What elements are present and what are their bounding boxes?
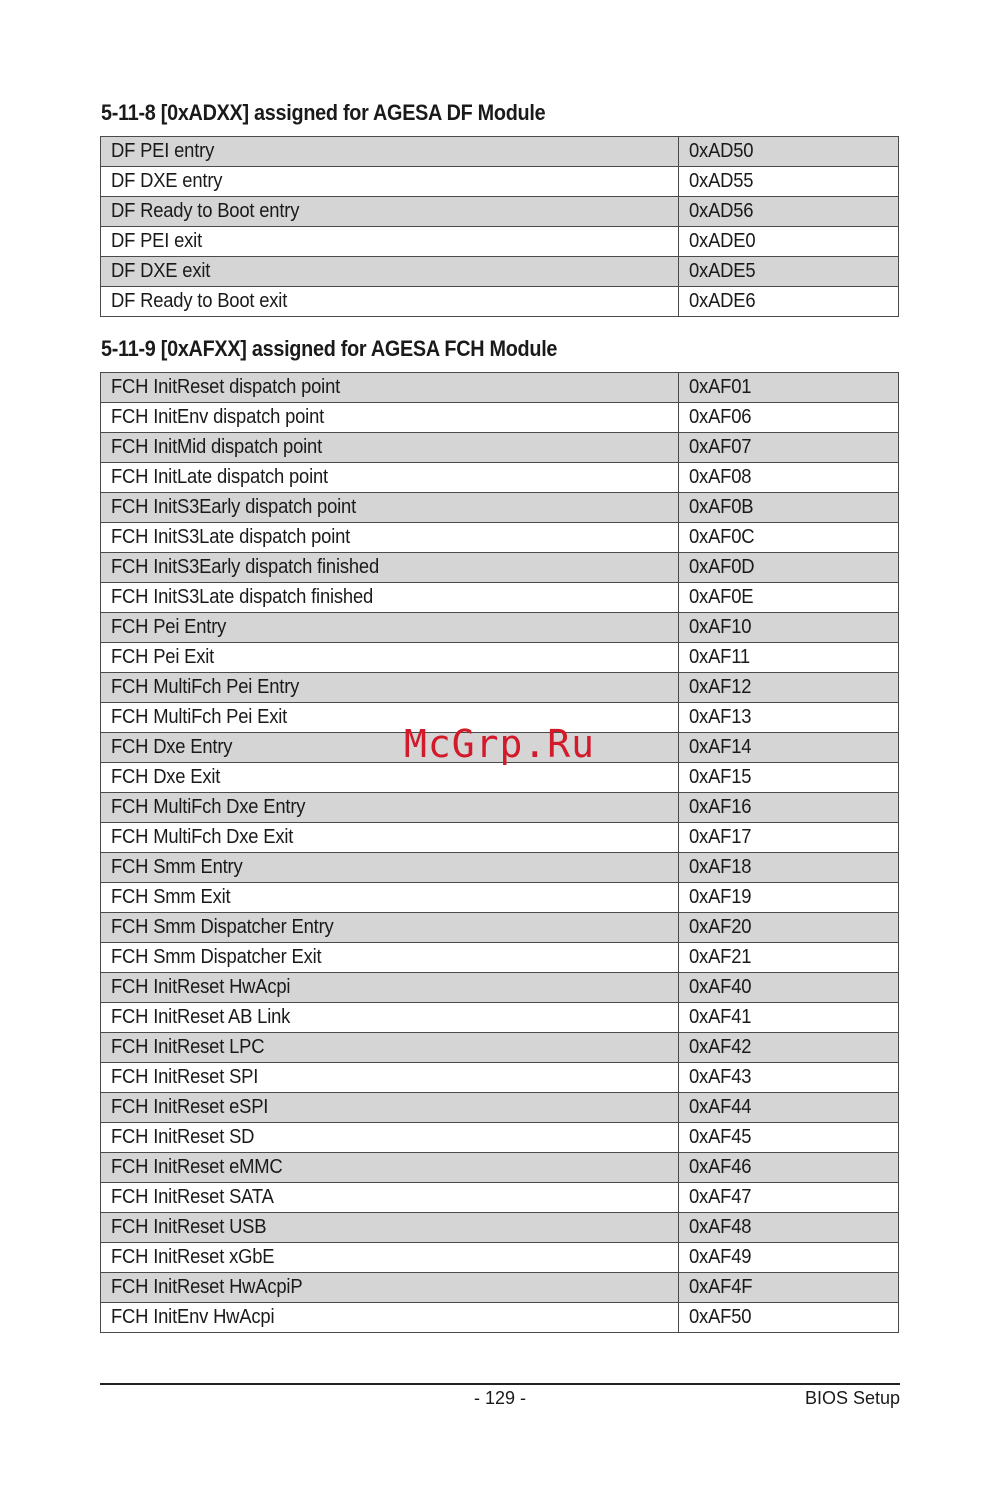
table-row [101,1093,899,1123]
post-code: 0xAD50 [689,140,754,162]
checkpoint-name: FCH Smm Dispatcher Entry [111,916,334,938]
post-code: 0xAF19 [689,886,752,908]
post-code: 0xAF0E [689,586,754,608]
checkpoint-name: FCH InitReset dispatch point [111,376,341,398]
post-code: 0xAF16 [689,796,752,818]
checkpoint-name: FCH Smm Dispatcher Exit [111,946,322,968]
table-row [101,823,899,853]
post-code-cell [679,643,899,673]
post-code-cell [679,1093,899,1123]
footer-section-label: BIOS Setup [804,1388,900,1408]
checkpoint-name: FCH Dxe Exit [111,766,221,788]
checkpoint-name: FCH Dxe Entry [111,736,233,758]
section-title-fch: 5-11-9 [0xAFXX] assigned for AGESA FCH Module [101,336,558,361]
table-row [101,553,899,583]
checkpoint-name: FCH Smm Entry [111,856,243,878]
table-row [101,1213,899,1243]
checkpoint-name: FCH MultiFch Dxe Exit [111,826,294,848]
checkpoint-name: FCH InitReset AB Link [111,1006,291,1028]
table-row [101,1003,899,1033]
post-code-cell [679,1063,899,1093]
post-code-cell [679,613,899,643]
checkpoint-name: FCH InitS3Late dispatch finished [111,586,374,608]
post-code-cell [679,763,899,793]
post-code: 0xAF4F [689,1276,753,1298]
table-row [101,1243,899,1273]
post-code-cell [679,883,899,913]
checkpoint-name-cell [101,463,679,493]
post-code-cell [679,137,899,167]
post-code-cell [679,793,899,823]
checkpoint-name-cell [101,1273,679,1303]
post-code-cell [679,227,899,257]
post-code-cell [679,433,899,463]
table-row [101,433,899,463]
post-code-cell [679,703,899,733]
checkpoint-name-cell [101,883,679,913]
post-code-cell [679,197,899,227]
table-row [101,287,899,317]
checkpoint-name-cell [101,1093,679,1123]
post-code-cell [679,523,899,553]
checkpoint-name: FCH Pei Exit [111,646,215,668]
checkpoint-name-cell [101,493,679,523]
post-code: 0xADE0 [689,230,756,252]
table-row [101,463,899,493]
checkpoint-name-cell [101,1243,679,1273]
post-code-cell [679,1213,899,1243]
checkpoint-name-cell [101,227,679,257]
checkpoint-name: FCH InitReset SD [111,1126,255,1148]
table-row [101,137,899,167]
checkpoint-name-cell [101,583,679,613]
post-code: 0xAF40 [689,976,752,998]
checkpoint-name: FCH InitReset HwAcpi [111,976,291,998]
post-code: 0xAF21 [689,946,752,968]
post-code: 0xAF17 [689,826,752,848]
checkpoint-name-cell [101,553,679,583]
post-code: 0xAF44 [689,1096,752,1118]
checkpoint-name: DF PEI exit [111,230,203,252]
watermark-text: McGrp.Ru [404,722,596,766]
table-row [101,643,899,673]
post-code-cell [679,1243,899,1273]
checkpoint-name-cell [101,613,679,643]
post-code-cell [679,853,899,883]
checkpoint-name: FCH InitReset USB [111,1216,267,1238]
checkpoint-name: FCH InitReset eMMC [111,1156,283,1178]
table-row [101,373,899,403]
checkpoint-name: FCH MultiFch Pei Exit [111,706,288,728]
checkpoint-name-cell [101,853,679,883]
post-code-cell [679,1153,899,1183]
checkpoint-name: FCH InitReset xGbE [111,1246,275,1268]
table-row [101,913,899,943]
post-code: 0xAF49 [689,1246,752,1268]
post-code: 0xAF46 [689,1156,752,1178]
post-code: 0xAF45 [689,1126,752,1148]
post-code-cell [679,373,899,403]
post-code: 0xAF10 [689,616,752,638]
table-row [101,1153,899,1183]
checkpoint-name-cell [101,823,679,853]
post-code: 0xAD55 [689,170,754,192]
post-code-cell [679,733,899,763]
post-code: 0xAF08 [689,466,752,488]
table-row [101,853,899,883]
checkpoint-name-cell [101,973,679,1003]
table-row [101,227,899,257]
post-code-cell [679,1183,899,1213]
post-code-cell [679,1033,899,1063]
post-code-cell [679,257,899,287]
table-row [101,673,899,703]
checkpoint-name-cell [101,403,679,433]
checkpoint-name-cell [101,197,679,227]
table-row [101,613,899,643]
checkpoint-name-cell [101,913,679,943]
df-module-code-table [100,136,899,317]
checkpoint-name-cell [101,523,679,553]
table-row [101,973,899,1003]
checkpoint-name: DF DXE entry [111,170,223,192]
checkpoint-name: DF PEI entry [111,140,215,162]
table-row [101,167,899,197]
checkpoint-name: FCH InitS3Early dispatch finished [111,556,380,578]
checkpoint-name-cell [101,167,679,197]
table-row [101,1273,899,1303]
checkpoint-name: FCH MultiFch Pei Entry [111,676,300,698]
post-code-cell [679,823,899,853]
page-number: - 129 - [473,1388,527,1408]
post-code: 0xAF41 [689,1006,752,1028]
table-row [101,197,899,227]
post-code-cell [679,403,899,433]
checkpoint-name: FCH Smm Exit [111,886,231,908]
checkpoint-name: FCH InitMid dispatch point [111,436,322,458]
post-code: 0xAF12 [689,676,752,698]
checkpoint-name-cell [101,793,679,823]
checkpoint-name: FCH InitLate dispatch point [111,466,328,488]
checkpoint-name: FCH InitS3Late dispatch point [111,526,351,548]
checkpoint-name: FCH InitReset HwAcpiP [111,1276,303,1298]
table-row [101,493,899,523]
post-code: 0xAF43 [689,1066,752,1088]
post-code: 0xAF01 [689,376,752,398]
checkpoint-name: FCH InitReset SPI [111,1066,259,1088]
post-code-cell [679,287,899,317]
checkpoint-name-cell [101,1183,679,1213]
footer-divider [100,1383,900,1385]
post-code: 0xAF11 [689,646,750,668]
post-code: 0xAF18 [689,856,752,878]
post-code: 0xADE5 [689,260,756,282]
post-code: 0xAF15 [689,766,752,788]
table-row [101,523,899,553]
post-code: 0xAF06 [689,406,752,428]
checkpoint-name: FCH InitReset eSPI [111,1096,269,1118]
post-code: 0xAF07 [689,436,752,458]
checkpoint-name: FCH MultiFch Dxe Entry [111,796,306,818]
section-title-df: 5-11-8 [0xADXX] assigned for AGESA DF Module [101,100,546,125]
post-code-cell [679,167,899,197]
post-code-cell [679,1303,899,1333]
table-row [101,1033,899,1063]
checkpoint-name-cell [101,1063,679,1093]
checkpoint-name: FCH InitReset LPC [111,1036,265,1058]
post-code: 0xAF0C [689,526,755,548]
post-code-cell [679,673,899,703]
table-row [101,763,899,793]
post-code: 0xAF42 [689,1036,752,1058]
post-code-cell [679,913,899,943]
checkpoint-name: DF Ready to Boot exit [111,290,288,312]
checkpoint-name-cell [101,943,679,973]
post-code-cell [679,463,899,493]
checkpoint-name-cell [101,1303,679,1333]
checkpoint-name-cell [101,137,679,167]
table-row [101,1123,899,1153]
post-code-cell [679,1273,899,1303]
table-row [101,1303,899,1333]
checkpoint-name-cell [101,1153,679,1183]
table-row [101,1183,899,1213]
checkpoint-name-cell [101,763,679,793]
checkpoint-name: DF DXE exit [111,260,211,282]
table-row [101,257,899,287]
checkpoint-name-cell [101,1123,679,1153]
checkpoint-name-cell [101,1033,679,1063]
table-row [101,403,899,433]
checkpoint-name-cell [101,433,679,463]
checkpoint-name: FCH InitEnv HwAcpi [111,1306,275,1328]
checkpoint-name: DF Ready to Boot entry [111,200,300,222]
post-code-cell [679,1003,899,1033]
post-code-cell [679,493,899,523]
table-row [101,883,899,913]
post-code: 0xAF47 [689,1186,752,1208]
checkpoint-name: FCH Pei Entry [111,616,227,638]
post-code-cell [679,973,899,1003]
post-code: 0xAF14 [689,736,752,758]
checkpoint-name-cell [101,287,679,317]
table-row [101,793,899,823]
table-row [101,1063,899,1093]
post-code: 0xAD56 [689,200,754,222]
post-code: 0xAF50 [689,1306,752,1328]
post-code-cell [679,583,899,613]
post-code: 0xADE6 [689,290,756,312]
post-code: 0xAF0D [689,556,755,578]
table-row [101,943,899,973]
post-code: 0xAF0B [689,496,754,518]
checkpoint-name-cell [101,673,679,703]
checkpoint-name-cell [101,1003,679,1033]
checkpoint-name: FCH InitReset SATA [111,1186,274,1208]
fch-module-code-table [100,372,899,1333]
post-code: 0xAF48 [689,1216,752,1238]
post-code: 0xAF20 [689,916,752,938]
checkpoint-name-cell [101,643,679,673]
checkpoint-name: FCH InitS3Early dispatch point [111,496,357,518]
table-row [101,583,899,613]
post-code-cell [679,1123,899,1153]
checkpoint-name-cell [101,257,679,287]
checkpoint-name: FCH InitEnv dispatch point [111,406,325,428]
post-code-cell [679,553,899,583]
post-code-cell [679,943,899,973]
post-code: 0xAF13 [689,706,752,728]
checkpoint-name-cell [101,1213,679,1243]
checkpoint-name-cell [101,373,679,403]
